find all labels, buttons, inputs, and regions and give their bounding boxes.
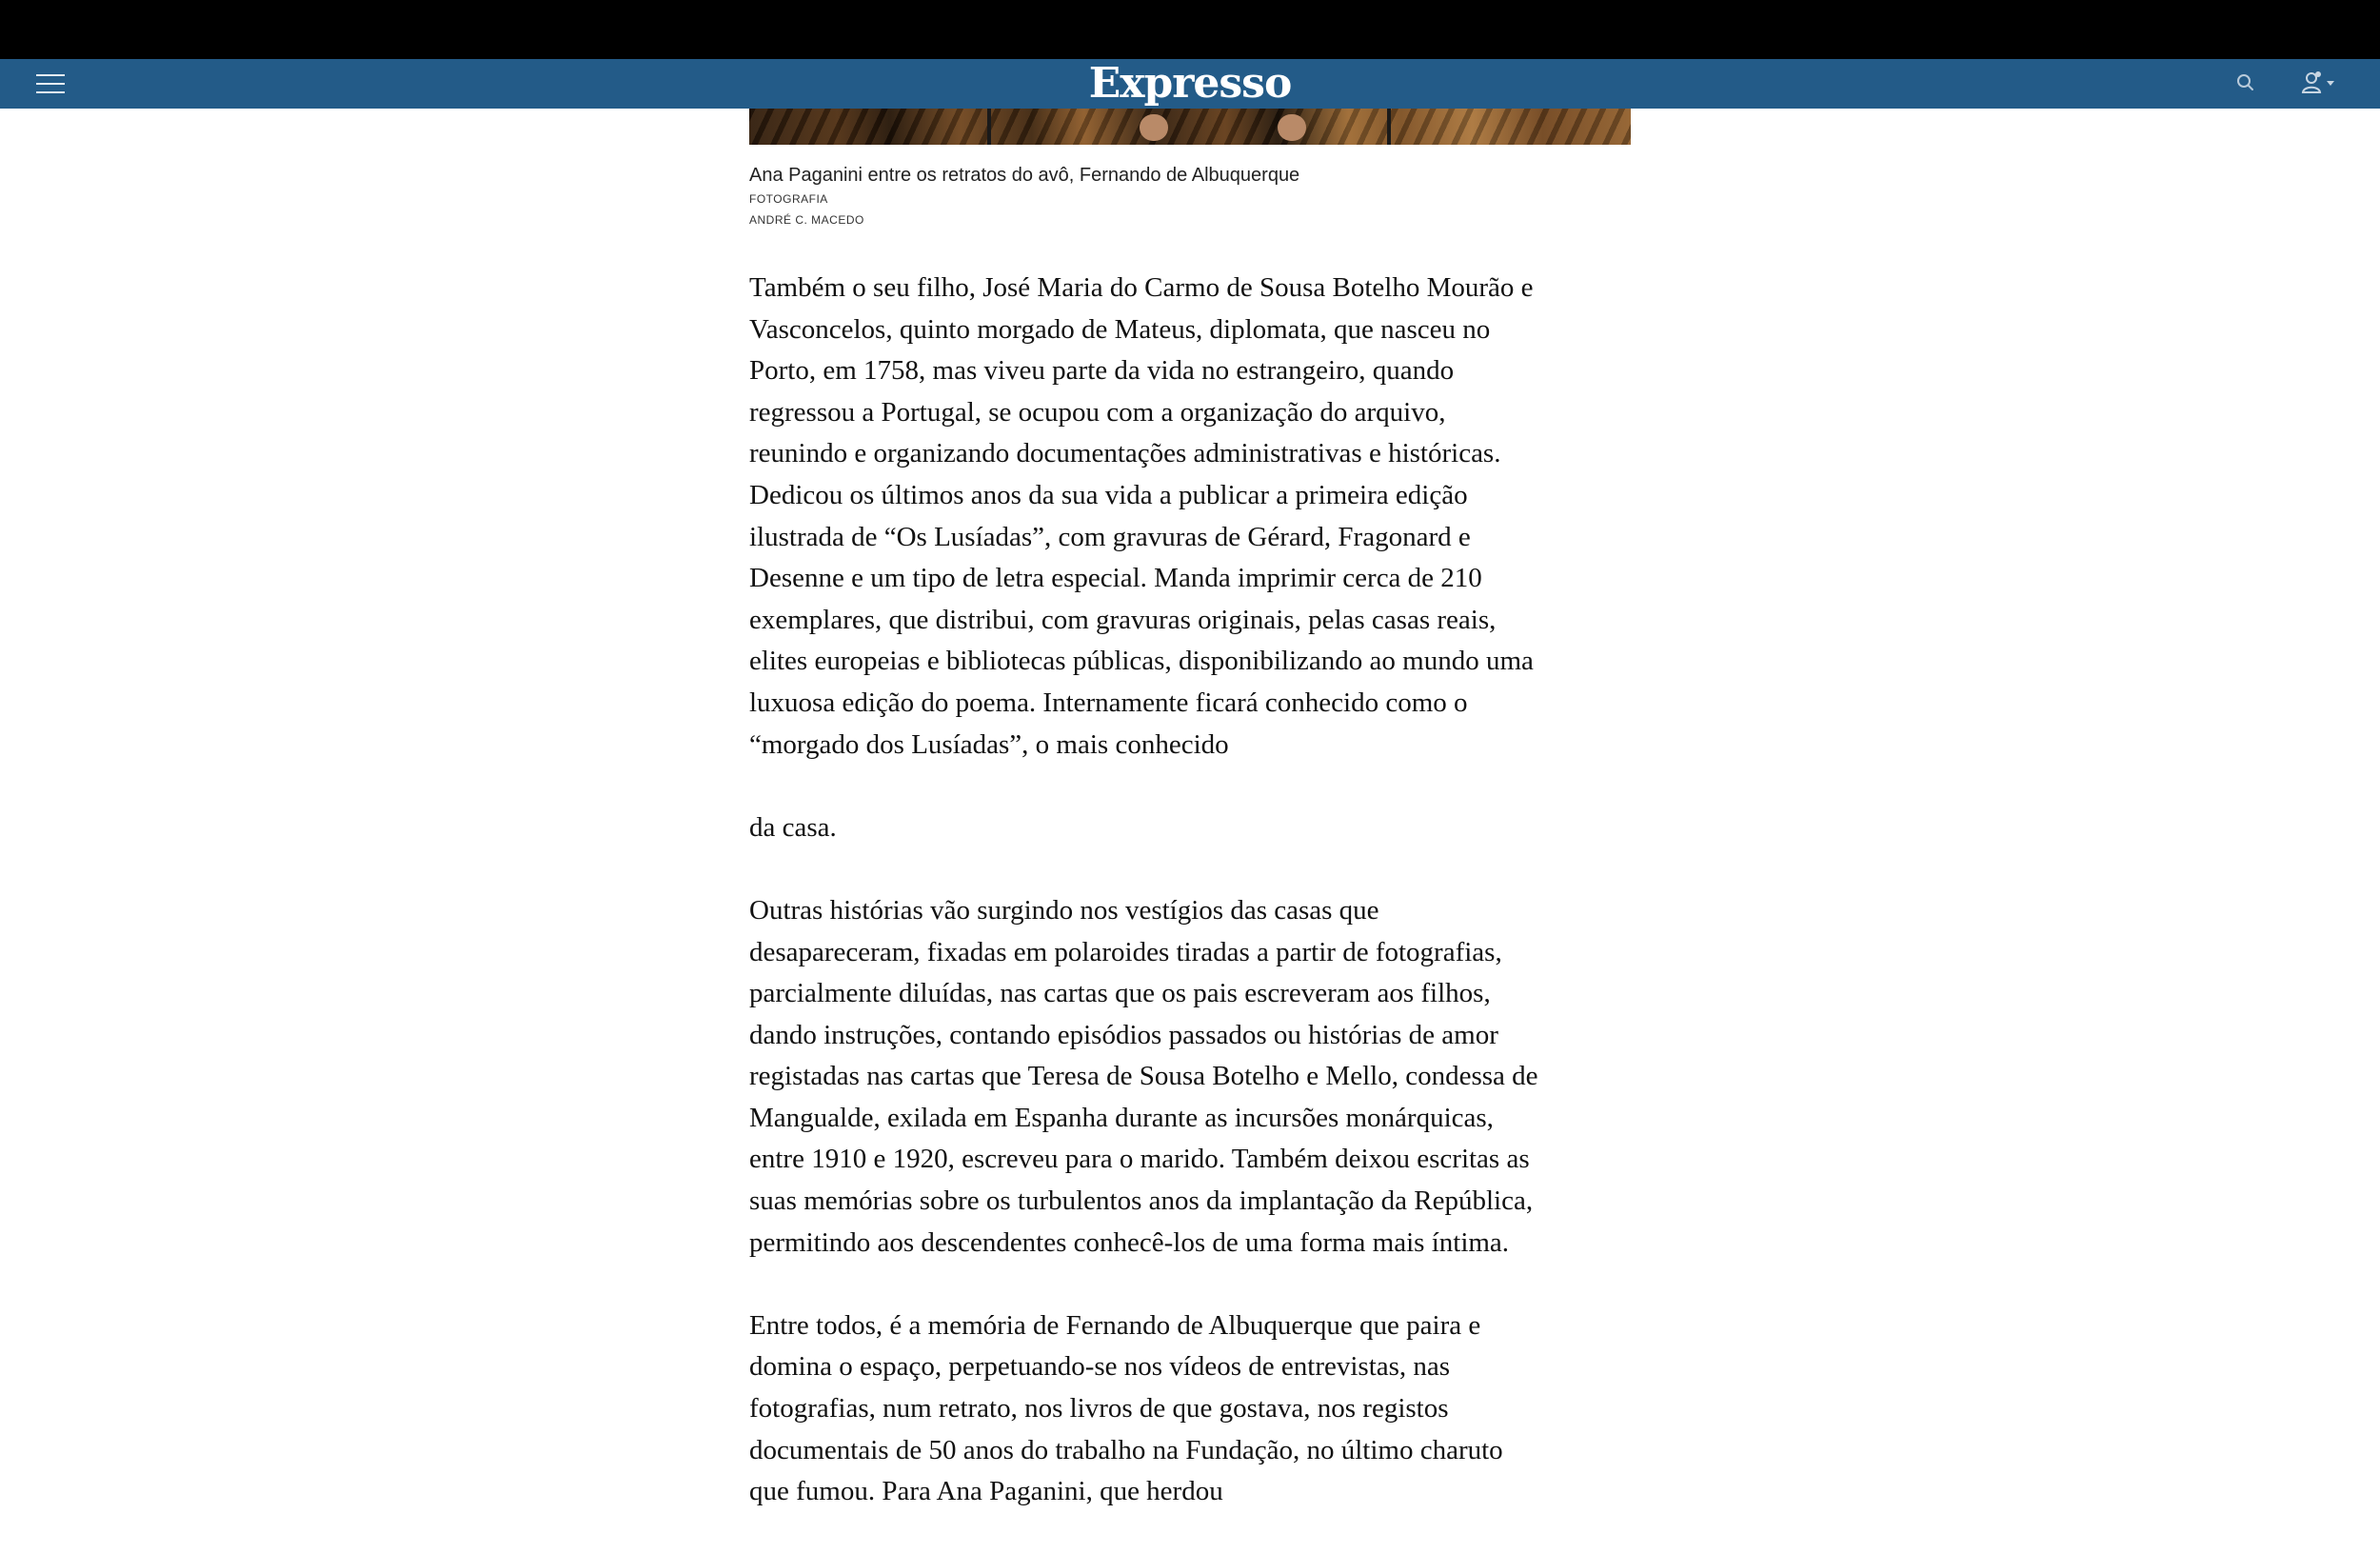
- paragraph-line: elites europeias e bibliotecas públicas, disponibilizando ao mundo uma: [749, 646, 1534, 677]
- search-icon[interactable]: [2233, 70, 2258, 95]
- photo-frame-edge: [987, 109, 991, 145]
- paragraph-line: luxuosa edição do poema. Internamente ficará conhecido como o: [749, 687, 1468, 718]
- paragraph-line: que fumou. Para Ana Paganini, que herdou: [749, 1476, 1223, 1507]
- paragraph-line: Vasconcelos, quinto morgado de Mateus, diplomata, que nasceu no: [749, 313, 1491, 345]
- paragraph-line: suas memórias sobre os turbulentos anos da implantação da República,: [749, 1185, 1534, 1217]
- paragraph-line: Entre todos, é a memória de Fernando de Albuquerque que paira e: [749, 1309, 1481, 1341]
- photo-frame-edge: [1387, 109, 1391, 145]
- paragraph-line: dando instruções, contando episódios passados ou histórias de amor: [749, 1019, 1498, 1050]
- paragraph-line: reunindo e organizando documentações administrativas e históricas.: [749, 438, 1501, 469]
- paragraph-line: Também o seu filho, José Maria do Carmo de Sousa Botelho Mourão e: [749, 272, 1534, 303]
- photo-credit-label: FOTOGRAFIA: [749, 192, 828, 206]
- paragraph-line: documentais de 50 anos do trabalho na Fundação, no último charuto: [749, 1434, 1503, 1465]
- paragraph-line: Dedicou os últimos anos da sua vida a publicar a primeira edição: [749, 479, 1468, 510]
- paragraph-line: domina o espaço, perpetuando-se nos vídeos de entrevistas, nas: [749, 1351, 1451, 1383]
- article-body: [749, 268, 1654, 1554]
- paragraph-line: entre 1910 e 1920, escreveu para o marido. Também deixou escritas as: [749, 1144, 1530, 1175]
- paragraph-line: Outras histórias vão surgindo nos vestígios das casas que: [749, 894, 1379, 926]
- paragraph-line: regressou a Portugal, se ocupou com a organização do arquivo,: [749, 396, 1446, 428]
- article-paragraph: [749, 268, 1654, 766]
- paragraph-line: parcialmente diluídas, nas cartas que os pais escreveram aos filhos,: [749, 978, 1491, 1009]
- site-header: [0, 59, 2380, 109]
- photo-hand: [1140, 114, 1168, 141]
- caption-text: Ana Paganini entre os retratos do avô, Fernando de Albuquerque: [749, 165, 1300, 186]
- user-account-icon[interactable]: [2298, 69, 2338, 97]
- article-paragraph: [749, 807, 1654, 849]
- photo-caption: [749, 162, 1631, 230]
- paragraph-line: Porto, em 1758, mas viveu parte da vida no estrangeiro, quando: [749, 355, 1455, 387]
- paragraph-line: exemplares, que distribui, com gravuras originais, pelas casas reais,: [749, 604, 1497, 635]
- paragraph-line: fotografias, num retrato, nos livros de que gostava, nos registos: [749, 1393, 1449, 1424]
- site-logo[interactable]: Expresso: [1088, 59, 1292, 108]
- browser-top-bar: [0, 0, 2380, 59]
- paragraph-line: da casa.: [749, 811, 837, 843]
- photo-hand: [1278, 114, 1306, 141]
- article-paragraph: [749, 1305, 1654, 1513]
- photo-texture: [749, 109, 1631, 145]
- paragraph-line: ilustrada de “Os Lusíadas”, com gravuras de Gérard, Fragonard e: [749, 521, 1471, 552]
- paragraph-line: “morgado dos Lusíadas”, o mais conhecido: [749, 728, 1229, 760]
- paragraph-line: permitindo aos descendentes conhecê-los de uma forma mais íntima.: [749, 1226, 1510, 1258]
- article-hero-photo: [749, 109, 1631, 145]
- paragraph-line: registadas nas cartas que Teresa de Sousa Botelho e Mello, condessa de: [749, 1061, 1538, 1092]
- paragraph-line: Desenne e um tipo de letra especial. Manda imprimir cerca de 210: [749, 563, 1482, 594]
- article-paragraph: [749, 890, 1654, 1264]
- paragraph-line: Mangualde, exilada em Espanha durante as incursões monárquicas,: [749, 1102, 1494, 1133]
- paragraph-line: desapareceram, fixadas em polaroides tiradas a partir de fotografias,: [749, 936, 1502, 967]
- photo-credit-name: ANDRÉ C. MACEDO: [749, 213, 864, 227]
